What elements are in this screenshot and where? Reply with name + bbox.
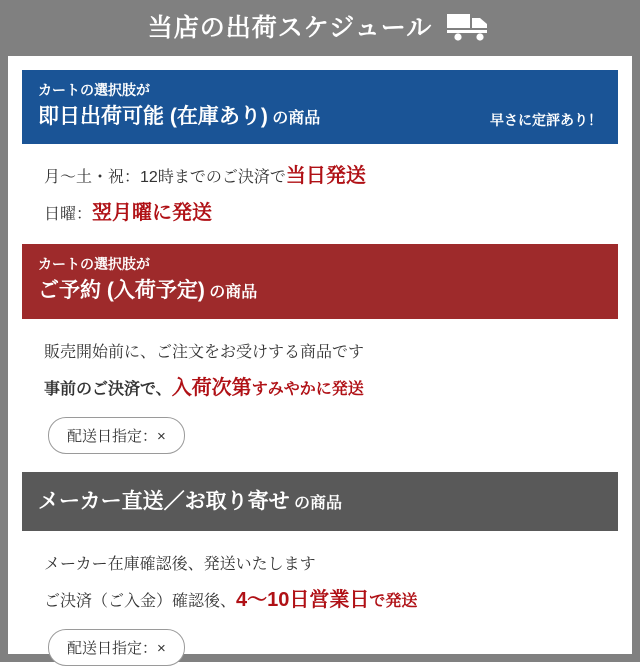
line-plain: メーカー在庫確認後、発送いたします <box>44 556 316 574</box>
schedule-line <box>44 370 614 407</box>
line-emphasis: 翌月曜に発送 <box>92 202 213 225</box>
line-label: ご決済（ご入金）確認後、 <box>44 593 237 611</box>
page-title: 当店の出荷スケジュール <box>147 13 433 42</box>
delivery-date-badge: 配送日指定：× <box>48 629 185 666</box>
band-main-text: メーカー直送／お取り寄せ <box>38 489 290 513</box>
band-main-suffix: の商品 <box>267 110 321 127</box>
section-lines-preorder <box>22 319 618 458</box>
line-plain: 販売開始前に、ご注文をお受けする商品です <box>44 343 365 361</box>
schedule-line <box>44 333 614 370</box>
page-header <box>0 0 640 56</box>
line-label: 日曜： <box>44 206 93 224</box>
section-lines-immediate <box>22 144 618 236</box>
delivery-date-badge: 配送日指定：× <box>48 417 185 454</box>
line-label: 事前のご決済で、 <box>44 380 172 398</box>
band-sub-label: カートの選択肢が <box>38 256 150 273</box>
band-main-text: ご予約 (入荷予定) <box>38 279 205 303</box>
line-emphasis-small: すみやかに発送 <box>251 380 364 398</box>
schedule-line <box>44 195 614 232</box>
delivery-truck-icon <box>446 11 492 46</box>
schedule-line <box>44 158 614 195</box>
band-sub-label: カートの選択肢が <box>38 82 150 98</box>
line-emphasis: 入荷次第 <box>171 376 252 399</box>
band-note: 早さに定評あり！ <box>490 112 602 129</box>
schedule-content <box>8 56 632 670</box>
band-main-suffix: の商品 <box>204 284 258 302</box>
line-emphasis: 4〜10日営業日 <box>236 589 370 612</box>
band-main-suffix: の商品 <box>289 494 343 512</box>
schedule-line <box>44 545 614 582</box>
line-emphasis-small: で発送 <box>369 593 418 611</box>
section-band-preorder <box>22 244 618 318</box>
line-emphasis: 当日発送 <box>285 165 366 188</box>
band-main-label <box>38 487 602 517</box>
band-main-text: 即日出荷可能 (在庫あり) <box>38 105 268 128</box>
band-main-label <box>38 276 602 306</box>
schedule-line <box>44 582 614 619</box>
section-lines-dropship <box>22 531 618 670</box>
section-band-immediate <box>22 70 618 144</box>
section-band-dropship <box>22 472 618 531</box>
line-plain: 12時までのご決済で <box>140 169 286 187</box>
line-label: 月〜土・祝： <box>44 169 141 187</box>
